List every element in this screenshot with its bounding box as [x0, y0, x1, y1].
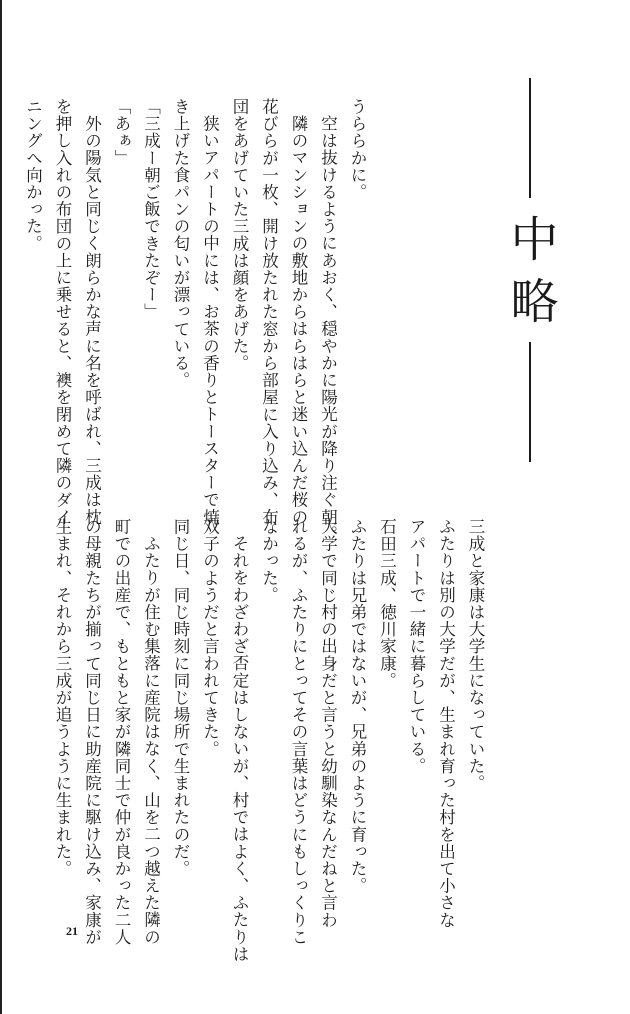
paragraph: 狭いアパートの中には、お茶の香りとトースターで焼 [200, 114, 220, 525]
first-line: うららかに。 [348, 98, 367, 201]
paragraph: き上げた食パンの匂いが漂っている。 [171, 98, 190, 389]
paragraph: を押し入れの布団の上に乗せると、襖を閉めて隣のダイ [53, 98, 72, 526]
paragraph: なかった。 [259, 518, 279, 604]
paragraph: 双子のようだと言われてきた。 [200, 518, 220, 758]
text-block-upper [18, 98, 372, 542]
paragraph: 外の陽気と同じく朗らかな声に名を呼ばれ、三成は枕 [82, 114, 102, 525]
paragraph: 生まれ、それから三成が追うように生まれた。 [53, 518, 72, 878]
paragraph: 花びらが一枚、開け放たれた窓から部屋に入り込み、布 [259, 98, 279, 526]
paragraph: 大学で同じ村の出身だと言うと幼馴染なんだねと言わ [318, 518, 338, 929]
heading-rule-top [529, 78, 531, 198]
heading-rule-bottom [529, 342, 531, 462]
paragraph: 隣のマンションの敷地からはらはらと迷い込んだ桜の [289, 114, 308, 525]
paragraph: の母親たちが揃って同じ日に助産院に駆け込み、家康が [82, 518, 102, 946]
paragraph: ニングへ向かった。 [23, 98, 43, 252]
paragraph: それをわざわざ否定はしないが、村ではよく、ふたりは [230, 534, 249, 962]
heading-text: 中略 [502, 214, 558, 338]
paragraph: 同じ日、同じ時刻に同じ場所で生まれたのだ。 [171, 518, 190, 878]
dialogue-line: 「あぁ」 [112, 98, 131, 167]
paragraph: ふたりが住む集落に産院はなく、山を二つ越えた隣の [141, 534, 161, 945]
paragraph: ふたりは兄弟ではないが、兄弟のように育った。 [348, 518, 367, 895]
paragraph: 空は抜けるようにあおく、穏やかに陽光が降り注ぐ朝。 [318, 114, 338, 542]
paragraph: 三成と家康は大学生になっていた。 [466, 518, 485, 792]
chapter-heading [502, 78, 558, 462]
paragraph: アパートで一緒に暮らしている。 [407, 518, 426, 775]
page-edge-line [0, 0, 2, 1014]
paragraph: ふたりは別の大学だが、生まれ育った村を出て小さな [436, 518, 456, 929]
paragraph: 石田三成、徳川家康。 [377, 518, 397, 689]
page-number: 21 [66, 924, 78, 938]
paragraph: 町での出産で、もともと家が隣同士で仲が良かった二人 [112, 518, 131, 946]
dialogue-line: 「三成ー朝ご飯できたぞー」 [141, 98, 161, 321]
paragraph: れるが、ふたりにとってその言葉はどうにもしっくりこ [289, 518, 308, 946]
paragraph: 団をあげていた三成は顔をあげた。 [230, 98, 249, 372]
